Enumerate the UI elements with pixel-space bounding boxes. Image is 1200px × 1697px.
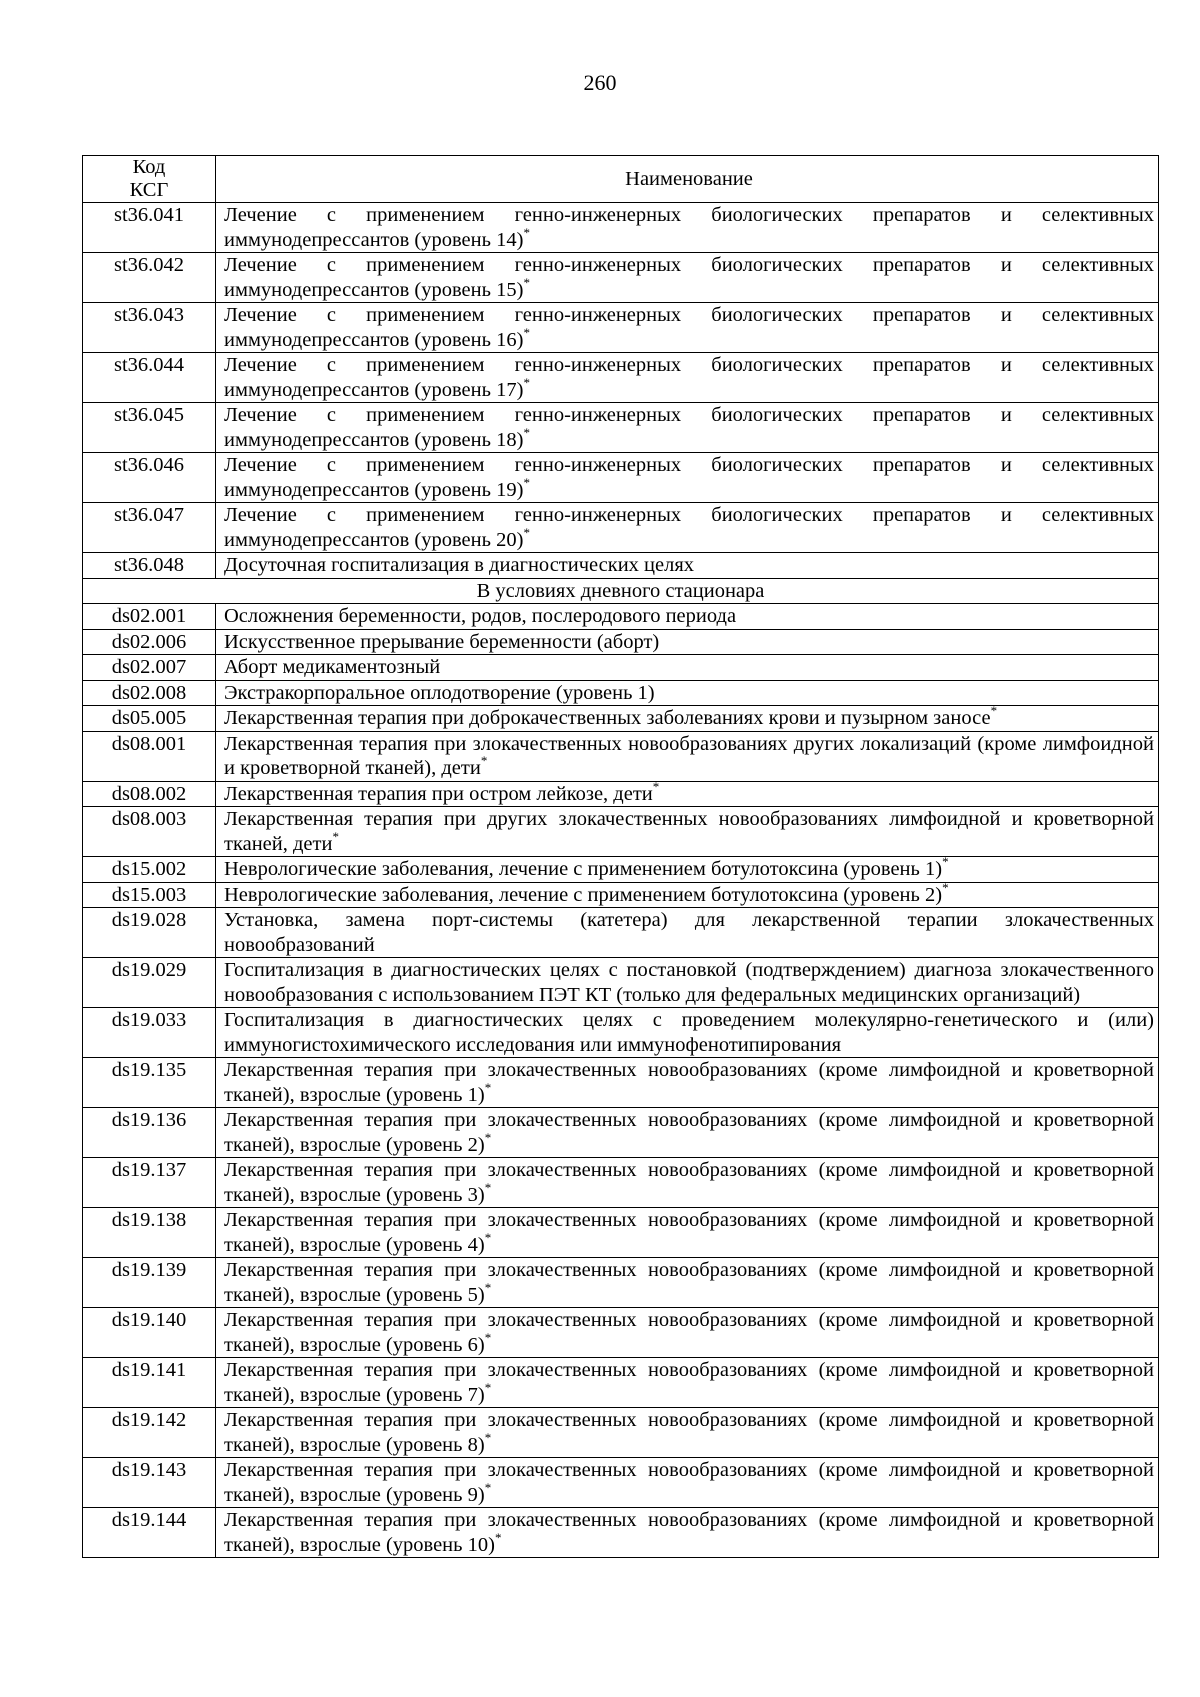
ksg-code: ds02.001 — [83, 604, 216, 630]
ksg-name-cell — [216, 1408, 1159, 1458]
ksg-name: Лечение с применением генно-инженерных биологических препаратов и селективных иммунодепрессантов (уровень 14) — [224, 204, 1154, 251]
table-row — [83, 1008, 1159, 1058]
ksg-name-cell — [216, 303, 1159, 353]
footnote-asterisk: * — [942, 879, 949, 895]
ksg-code: st36.043 — [83, 303, 216, 353]
table-body-hospital — [83, 203, 1159, 579]
ksg-name-cell — [216, 879, 1159, 908]
ksg-name-cell — [216, 1308, 1159, 1358]
footnote-asterisk: * — [332, 828, 339, 844]
table-header-row — [83, 156, 1159, 203]
ksg-code: ds19.136 — [83, 1108, 216, 1158]
section-row — [83, 578, 1159, 604]
table-row — [83, 203, 1159, 253]
ksg-code: st36.047 — [83, 503, 216, 553]
table-row — [83, 629, 1159, 655]
ksg-name-cell — [216, 403, 1159, 453]
footnote-asterisk: * — [523, 374, 530, 390]
header-name: Наименование — [216, 156, 1159, 203]
table-row — [83, 1308, 1159, 1358]
ksg-name-cell — [216, 807, 1159, 857]
ksg-name: Лекарственная терапия при злокачественных новообразованиях (кроме лимфоидной и кроветворной тканей), взрослые (уровень 8) — [224, 1409, 1154, 1456]
ksg-name: Лекарственная терапия при других злокачественных новообразованиях лимфоидной и кроветворной тканей, дети — [224, 808, 1154, 855]
ksg-name-cell — [216, 553, 1159, 579]
ksg-name-cell — [216, 253, 1159, 303]
ksg-name: Лечение с применением генно-инженерных биологических препаратов и селективных иммунодепрессантов (уровень 20) — [224, 504, 1154, 551]
ksg-code: st36.046 — [83, 453, 216, 503]
footnote-asterisk: * — [484, 1129, 492, 1145]
footnote-asterisk: * — [484, 1429, 492, 1445]
ksg-code: ds19.029 — [83, 958, 216, 1008]
ksg-code: ds15.003 — [83, 882, 216, 908]
ksg-name-cell — [216, 778, 1159, 807]
table-body-day-hospital — [83, 604, 1159, 1558]
table-row — [83, 1058, 1159, 1108]
ksg-name: Лекарственная терапия при злокачественных новообразованиях (кроме лимфоидной и кроветворной тканей), взрослые (уровень 2) — [224, 1109, 1154, 1156]
ksg-name-cell — [216, 629, 1159, 655]
footnote-asterisk: * — [523, 274, 530, 290]
footnote-asterisk: * — [484, 1229, 492, 1245]
ksg-name-cell — [216, 503, 1159, 553]
ksg-code: ds08.001 — [83, 731, 216, 781]
ksg-code: ds19.033 — [83, 1008, 216, 1058]
table-row — [83, 857, 1159, 883]
ksg-name-cell — [216, 1358, 1159, 1408]
table-row — [83, 453, 1159, 503]
ksg-code: st36.045 — [83, 403, 216, 453]
ksg-name: Лекарственная терапия при злокачественных новообразованиях (кроме лимфоидной и кроветворной тканей), взрослые (уровень 5) — [224, 1259, 1154, 1306]
table-row — [83, 1108, 1159, 1158]
ksg-name: Установка, замена порт-системы (катетера) для лекарственной терапии злокачественных новообразований — [224, 909, 1154, 956]
ksg-code: ds19.140 — [83, 1308, 216, 1358]
ksg-name-cell — [216, 604, 1159, 630]
ksg-name: Экстракорпоральное оплодотворение (уровень 1) — [224, 681, 655, 704]
header-code — [83, 156, 216, 203]
footnote-asterisk: * — [523, 224, 530, 240]
ksg-code: ds19.137 — [83, 1158, 216, 1208]
ksg-name-cell — [216, 908, 1159, 958]
footnote-asterisk: * — [484, 1279, 492, 1295]
footnote-asterisk: * — [523, 424, 530, 440]
table-row — [83, 1408, 1159, 1458]
ksg-name: Госпитализация в диагностических целях с постановкой (подтверждением) диагноза злокачественного новообразования с использованием ПЭТ КТ (только для федеральных медицинских организаций) — [224, 959, 1154, 1006]
ksg-name-cell — [216, 1458, 1159, 1508]
ksg-name-cell — [216, 680, 1159, 706]
ksg-table — [82, 155, 1159, 1558]
ksg-code: st36.041 — [83, 203, 216, 253]
ksg-code: ds02.008 — [83, 680, 216, 706]
footnote-asterisk: * — [484, 1079, 492, 1095]
ksg-name-cell — [216, 703, 1159, 732]
ksg-name-cell — [216, 203, 1159, 253]
ksg-code: ds08.002 — [83, 781, 216, 807]
ksg-name: Лечение с применением генно-инженерных биологических препаратов и селективных иммунодепрессантов (уровень 18) — [224, 404, 1154, 451]
ksg-name-cell — [216, 1508, 1159, 1558]
table-row — [83, 1158, 1159, 1208]
table-row — [83, 353, 1159, 403]
ksg-name: Лекарственная терапия при доброкачественных заболеваниях крови и пузырном заносе — [224, 707, 991, 729]
footnote-asterisk: * — [484, 1329, 492, 1345]
page-number: 260 — [583, 70, 617, 95]
header-code-line2: КСГ — [129, 179, 169, 201]
table-row — [83, 680, 1159, 706]
table-row — [83, 706, 1159, 732]
ksg-name-cell — [216, 1108, 1159, 1158]
ksg-name: Лекарственная терапия при остром лейкозе, дети — [224, 782, 653, 805]
ksg-code: ds15.002 — [83, 857, 216, 883]
ksg-code: ds19.141 — [83, 1358, 216, 1408]
ksg-name: Неврологические заболевания, лечение с применением ботулотоксина (уровень 2) — [224, 883, 943, 906]
ksg-name: Лечение с применением генно-инженерных биологических препаратов и селективных иммунодепрессантов (уровень 19) — [224, 454, 1154, 501]
ksg-name: Лекарственная терапия при злокачественных новообразованиях (кроме лимфоидной и кроветворной тканей), взрослые (уровень 6) — [224, 1309, 1154, 1356]
ksg-name-cell — [216, 958, 1159, 1008]
ksg-name-cell — [216, 453, 1159, 503]
ksg-name: Лечение с применением генно-инженерных биологических препаратов и селективных иммунодепрессантов (уровень 16) — [224, 304, 1154, 351]
ksg-code: ds19.135 — [83, 1058, 216, 1108]
footnote-asterisk: * — [480, 753, 488, 768]
table-row — [83, 882, 1159, 908]
ksg-name: Осложнения беременности, родов, послеродового периода — [224, 605, 737, 627]
footnote-asterisk: * — [523, 524, 530, 540]
ksg-name: Лекарственная терапия при злокачественных новообразованиях (кроме лимфоидной и кроветворной тканей), взрослые (уровень 10) — [224, 1509, 1154, 1556]
ksg-code: ds19.028 — [83, 908, 216, 958]
table-row — [83, 403, 1159, 453]
footnote-asterisk: * — [652, 778, 660, 794]
table-row — [83, 1508, 1159, 1558]
ksg-name-cell — [216, 1008, 1159, 1058]
ksg-name-cell — [216, 1208, 1159, 1258]
ksg-name: Неврологические заболевания, лечение с применением ботулотоксина (уровень 1) — [224, 858, 943, 880]
table-row — [83, 1208, 1159, 1258]
ksg-name-cell — [216, 353, 1159, 403]
ksg-name-cell — [216, 1258, 1159, 1308]
ksg-name-cell — [216, 731, 1159, 781]
footnote-asterisk: * — [942, 854, 949, 869]
table-row — [83, 553, 1159, 579]
table-row — [83, 503, 1159, 553]
ksg-code: ds19.142 — [83, 1408, 216, 1458]
ksg-code: ds02.006 — [83, 629, 216, 655]
ksg-code: st36.042 — [83, 253, 216, 303]
ksg-name: Лекарственная терапия при злокачественных новообразованиях (кроме лимфоидной и кроветворной тканей), взрослые (уровень 4) — [224, 1209, 1154, 1256]
table-row — [83, 908, 1159, 958]
footnote-asterisk: * — [484, 1379, 492, 1395]
footnote-asterisk: * — [523, 324, 530, 340]
header-code-line1: Код — [132, 156, 166, 178]
table-row — [83, 253, 1159, 303]
footnote-asterisk: * — [484, 1479, 492, 1495]
ksg-name: Лечение с применением генно-инженерных биологических препаратов и селективных иммунодепрессантов (уровень 15) — [224, 254, 1154, 301]
table-row — [83, 655, 1159, 681]
ksg-name: Лекарственная терапия при злокачественных новообразованиях (кроме лимфоидной и кроветворной тканей), взрослые (уровень 1) — [224, 1059, 1154, 1106]
table-row — [83, 807, 1159, 857]
ksg-name-cell — [216, 1158, 1159, 1208]
ksg-name-cell — [216, 1058, 1159, 1108]
ksg-name-cell — [216, 854, 1159, 883]
table-row — [83, 958, 1159, 1008]
ksg-name: Досуточная госпитализация в диагностических целях — [224, 554, 695, 576]
ksg-code: ds05.005 — [83, 706, 216, 732]
ksg-code: ds02.007 — [83, 655, 216, 681]
ksg-code: ds19.143 — [83, 1458, 216, 1508]
ksg-name: Лечение с применением генно-инженерных биологических препаратов и селективных иммунодепрессантов (уровень 17) — [224, 354, 1154, 401]
footnote-asterisk: * — [494, 1529, 502, 1545]
ksg-name: Госпитализация в диагностических целях с проведением молекулярно-генетического и (или) иммуногистохимического исследования или иммунофенотипирования — [224, 1009, 1154, 1056]
ksg-code: ds19.138 — [83, 1208, 216, 1258]
footnote-asterisk: * — [990, 703, 998, 718]
table-row — [83, 303, 1159, 353]
ksg-name: Лекарственная терапия при злокачественных новообразованиях (кроме лимфоидной и кроветворной тканей), взрослые (уровень 9) — [224, 1459, 1154, 1506]
ksg-name: Лекарственная терапия при злокачественных новообразованиях (кроме лимфоидной и кроветворной тканей), взрослые (уровень 7) — [224, 1359, 1154, 1406]
ksg-name: Лекарственная терапия при злокачественных новообразованиях других локализаций (кроме лимфоидной и кроветворной тканей), дети — [224, 732, 1154, 779]
table-row — [83, 1458, 1159, 1508]
table-row — [83, 731, 1159, 781]
ksg-code: ds19.144 — [83, 1508, 216, 1558]
ksg-name: Аборт медикаментозный — [224, 656, 441, 678]
ksg-code: st36.048 — [83, 553, 216, 579]
ksg-name: Лекарственная терапия при злокачественных новообразованиях (кроме лимфоидной и кроветворной тканей), взрослые (уровень 3) — [224, 1159, 1154, 1206]
table-row — [83, 781, 1159, 807]
ksg-code: ds19.139 — [83, 1258, 216, 1308]
ksg-code: ds08.003 — [83, 807, 216, 857]
ksg-name: Искусственное прерывание беременности (аборт) — [224, 630, 660, 653]
table-row — [83, 1358, 1159, 1408]
ksg-name-cell — [216, 655, 1159, 681]
section-title: В условиях дневного стационара — [83, 578, 1159, 604]
footnote-asterisk: * — [523, 474, 530, 490]
table-section — [83, 578, 1159, 604]
ksg-code: st36.044 — [83, 353, 216, 403]
table-row — [83, 1258, 1159, 1308]
table-row — [83, 604, 1159, 630]
footnote-asterisk: * — [484, 1179, 492, 1195]
